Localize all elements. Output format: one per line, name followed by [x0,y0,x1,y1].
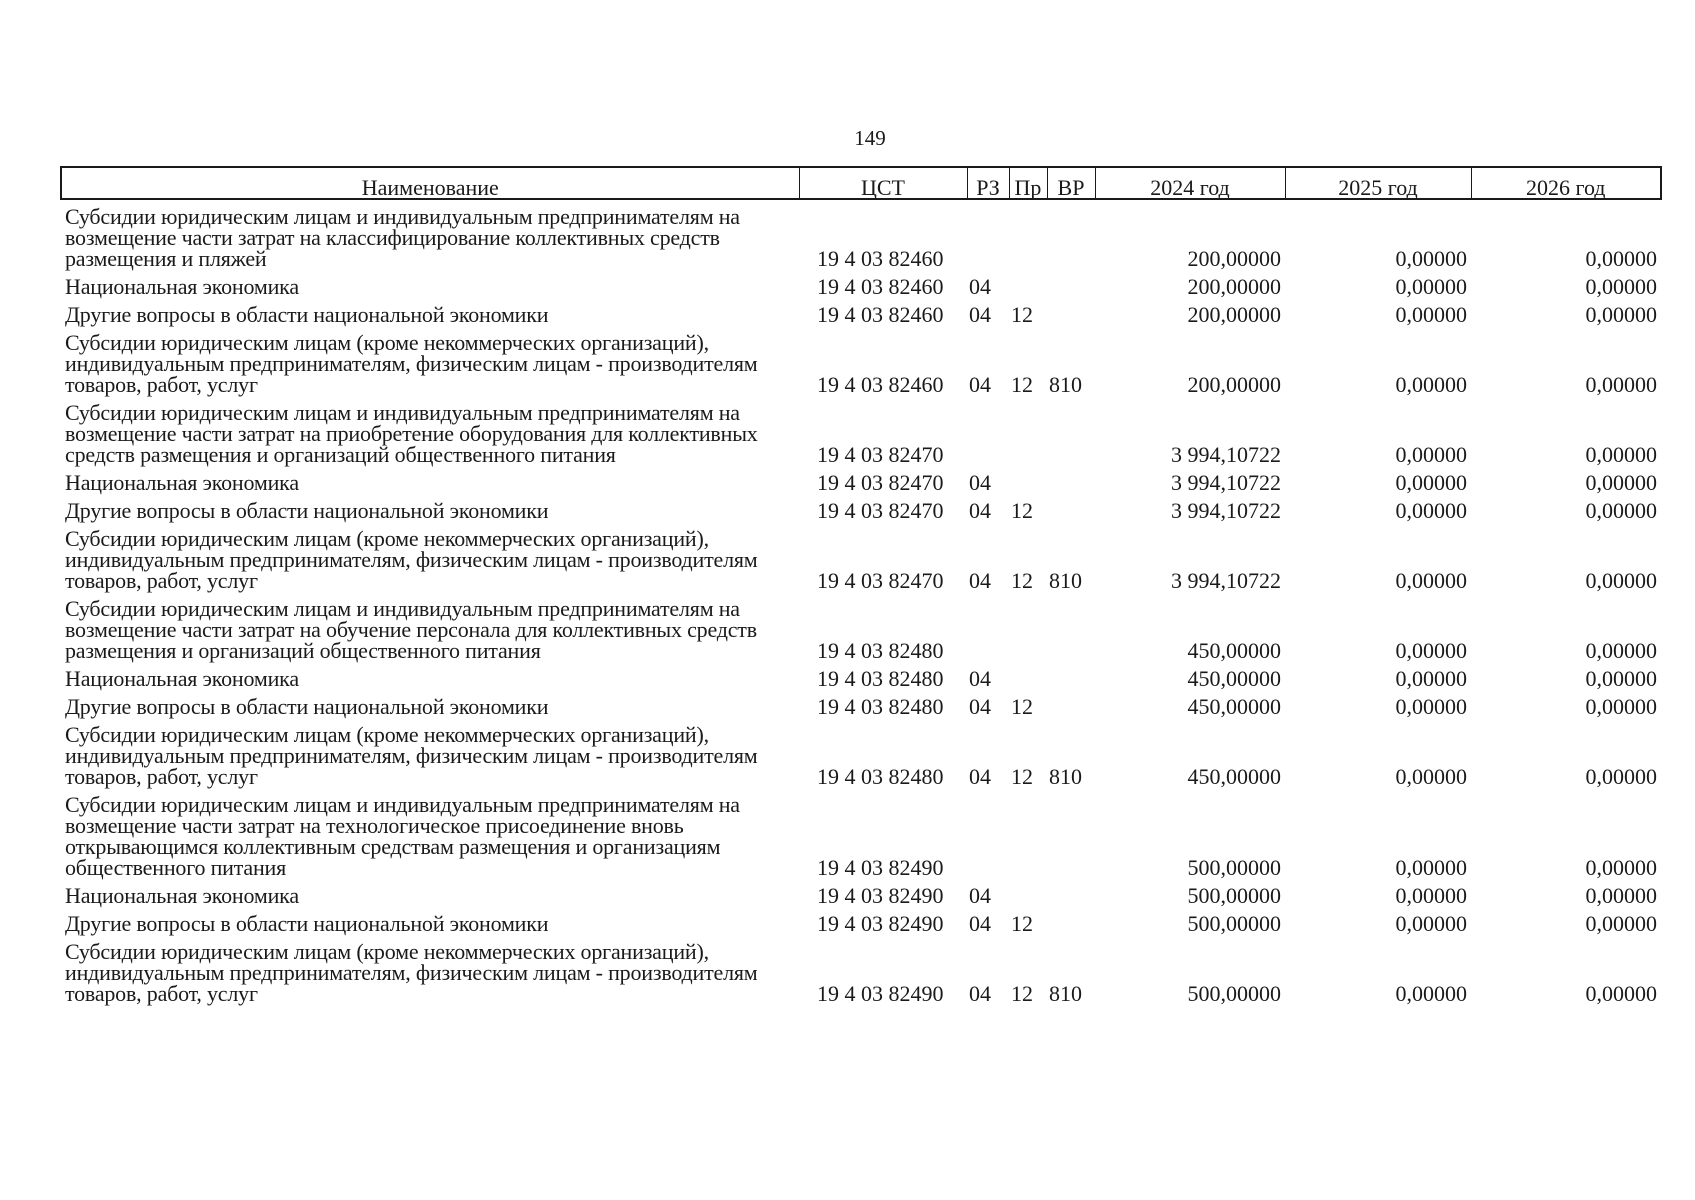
row-vr [1047,199,1095,276]
header-2025: 2025 год [1285,167,1471,199]
row-rz [967,402,1009,472]
row-rz: 04 [969,470,991,495]
header-2026: 2026 год [1471,167,1661,199]
row-value-2026: 0,00000 [1585,302,1657,327]
row-value-2024: 3 994,10722 [1171,442,1281,467]
row-value-2024: 200,00000 [1187,246,1281,271]
row-rz: 04 [969,274,991,299]
row-value-2026: 0,00000 [1585,470,1657,495]
table-row [61,332,1661,402]
row-vr [1047,276,1095,304]
row-vr [1047,500,1095,528]
row-value-2026: 0,00000 [1585,666,1657,691]
row-value-2024: 200,00000 [1187,274,1281,299]
row-value-2026: 0,00000 [1585,246,1657,271]
row-vr [1047,598,1095,668]
row-value-2025: 0,00000 [1395,855,1467,880]
row-value-2026: 0,00000 [1585,764,1657,789]
row-vr: 810 [1049,372,1082,397]
row-cst: 19 4 03 82490 [817,911,944,936]
row-value-2024: 500,00000 [1187,855,1281,880]
row-value-2025: 0,00000 [1395,764,1467,789]
row-value-2024: 3 994,10722 [1171,498,1281,523]
row-value-2024: 3 994,10722 [1171,568,1281,593]
table-row [61,913,1661,941]
row-pr [1009,402,1047,472]
row-value-2025: 0,00000 [1395,246,1467,271]
row-cst: 19 4 03 82490 [817,855,944,880]
row-value-2024: 450,00000 [1187,694,1281,719]
row-rz: 04 [969,568,991,593]
row-rz: 04 [969,911,991,936]
row-name: Субсидии юридическим лицам (кроме некоммерческих организаций), индивидуальным предпринимателям, физическим лицам - производителям товаров, работ, услуг [65,939,758,1006]
row-pr: 12 [1011,764,1033,789]
table-row [61,696,1661,724]
row-rz: 04 [969,694,991,719]
table-row [61,794,1661,885]
row-pr: 12 [1011,911,1033,936]
row-rz: 04 [969,883,991,908]
row-rz: 04 [969,372,991,397]
header-vr: ВР [1047,167,1095,199]
row-value-2025: 0,00000 [1395,911,1467,936]
row-pr: 12 [1011,981,1033,1006]
row-value-2026: 0,00000 [1585,911,1657,936]
header-pr: Пр [1009,167,1047,199]
row-value-2024: 200,00000 [1187,372,1281,397]
row-value-2026: 0,00000 [1585,498,1657,523]
row-cst: 19 4 03 82480 [817,666,944,691]
row-cst: 19 4 03 82460 [817,274,944,299]
row-value-2025: 0,00000 [1395,442,1467,467]
row-rz [967,598,1009,668]
row-name: Субсидии юридическим лицам (кроме некоммерческих организаций), индивидуальным предпринимателям, физическим лицам - производителям товаров, работ, услуг [65,722,758,789]
row-name: Национальная экономика [65,470,299,495]
row-vr [1047,913,1095,941]
row-name: Субсидии юридическим лицам (кроме некоммерческих организаций), индивидуальным предпринимателям, физическим лицам - производителям товаров, работ, услуг [65,330,758,397]
header-rz: РЗ [967,167,1009,199]
table-body [61,199,1661,1011]
row-value-2025: 0,00000 [1395,274,1467,299]
table-header-row [61,167,1661,199]
table-row [61,402,1661,472]
row-value-2025: 0,00000 [1395,498,1467,523]
row-vr [1047,668,1095,696]
table-row [61,885,1661,913]
row-pr [1009,668,1047,696]
header-cst: ЦСТ [799,167,967,199]
table-row [61,941,1661,1011]
row-cst: 19 4 03 82470 [817,442,944,467]
row-name: Другие вопросы в области национальной экономики [65,302,549,327]
row-name: Национальная экономика [65,883,299,908]
row-cst: 19 4 03 82460 [817,372,944,397]
row-value-2026: 0,00000 [1585,568,1657,593]
row-value-2024: 500,00000 [1187,911,1281,936]
row-value-2025: 0,00000 [1395,883,1467,908]
row-rz: 04 [969,981,991,1006]
row-name: Другие вопросы в области национальной экономики [65,911,549,936]
row-value-2025: 0,00000 [1395,981,1467,1006]
row-pr: 12 [1011,568,1033,593]
row-pr [1009,794,1047,885]
row-value-2024: 450,00000 [1187,666,1281,691]
row-pr: 12 [1011,694,1033,719]
row-name: Национальная экономика [65,274,299,299]
row-vr [1047,794,1095,885]
row-pr [1009,885,1047,913]
table-row [61,472,1661,500]
row-value-2025: 0,00000 [1395,638,1467,663]
row-pr [1009,276,1047,304]
row-cst: 19 4 03 82480 [817,638,944,663]
row-value-2025: 0,00000 [1395,470,1467,495]
row-cst: 19 4 03 82490 [817,981,944,1006]
table-row [61,598,1661,668]
row-value-2024: 500,00000 [1187,981,1281,1006]
page-number: 149 [854,126,886,150]
row-name: Национальная экономика [65,666,299,691]
table-row [61,500,1661,528]
row-vr [1047,304,1095,332]
row-rz [967,199,1009,276]
row-vr [1047,402,1095,472]
row-name: Субсидии юридическим лицам и индивидуальным предпринимателям на возмещение части затрат на приобретение оборудования для коллективных средств размещения и организаций общественного питания [65,400,758,467]
row-vr [1047,885,1095,913]
table-row [61,276,1661,304]
row-value-2024: 3 994,10722 [1171,470,1281,495]
header-name: Наименование [61,167,799,199]
row-rz: 04 [969,302,991,327]
row-vr: 810 [1049,764,1082,789]
row-name: Субсидии юридическим лицам и индивидуальным предпринимателям на возмещение части затрат на обучение персонала для коллективных средств размещения и организаций общественного питания [65,596,757,663]
row-cst: 19 4 03 82490 [817,883,944,908]
row-pr: 12 [1011,498,1033,523]
row-cst: 19 4 03 82470 [817,470,944,495]
row-value-2026: 0,00000 [1585,855,1657,880]
row-name: Другие вопросы в области национальной экономики [65,498,549,523]
row-value-2026: 0,00000 [1585,638,1657,663]
row-value-2024: 450,00000 [1187,764,1281,789]
budget-table [60,166,1662,1011]
row-value-2025: 0,00000 [1395,568,1467,593]
row-cst: 19 4 03 82470 [817,498,944,523]
row-vr: 810 [1049,568,1082,593]
row-vr [1047,696,1095,724]
row-pr: 12 [1011,302,1033,327]
row-cst: 19 4 03 82470 [817,568,944,593]
row-rz [967,794,1009,885]
table-row [61,199,1661,276]
row-cst: 19 4 03 82480 [817,694,944,719]
row-value-2026: 0,00000 [1585,442,1657,467]
header-2024: 2024 год [1095,167,1285,199]
row-value-2024: 450,00000 [1187,638,1281,663]
row-value-2024: 200,00000 [1187,302,1281,327]
row-name: Субсидии юридическим лицам и индивидуальным предпринимателям на возмещение части затрат на классифицирование коллективных средств размещения и пляжей [65,204,740,271]
row-pr [1009,472,1047,500]
row-value-2025: 0,00000 [1395,666,1467,691]
row-pr [1009,598,1047,668]
row-cst: 19 4 03 82460 [817,246,944,271]
table-row [61,304,1661,332]
row-vr [1047,472,1095,500]
row-pr: 12 [1011,372,1033,397]
table-row [61,668,1661,696]
row-cst: 19 4 03 82480 [817,764,944,789]
row-vr: 810 [1049,981,1082,1006]
row-name: Субсидии юридическим лицам и индивидуальным предпринимателям на возмещение части затрат на технологическое присоединение вновь открывающимся коллективным средствам размещения и организациям общественного питания [65,792,740,880]
row-value-2025: 0,00000 [1395,372,1467,397]
row-value-2026: 0,00000 [1585,883,1657,908]
row-rz: 04 [969,498,991,523]
row-value-2025: 0,00000 [1395,302,1467,327]
row-cst: 19 4 03 82460 [817,302,944,327]
row-name: Другие вопросы в области национальной экономики [65,694,549,719]
row-name: Субсидии юридическим лицам (кроме некоммерческих организаций), индивидуальным предпринимателям, физическим лицам - производителям товаров, работ, услуг [65,526,758,593]
table-row [61,528,1661,598]
row-value-2026: 0,00000 [1585,981,1657,1006]
row-value-2024: 500,00000 [1187,883,1281,908]
row-value-2026: 0,00000 [1585,274,1657,299]
row-rz: 04 [969,666,991,691]
row-value-2026: 0,00000 [1585,372,1657,397]
row-value-2025: 0,00000 [1395,694,1467,719]
row-rz: 04 [969,764,991,789]
row-value-2026: 0,00000 [1585,694,1657,719]
table-row [61,724,1661,794]
row-pr [1009,199,1047,276]
